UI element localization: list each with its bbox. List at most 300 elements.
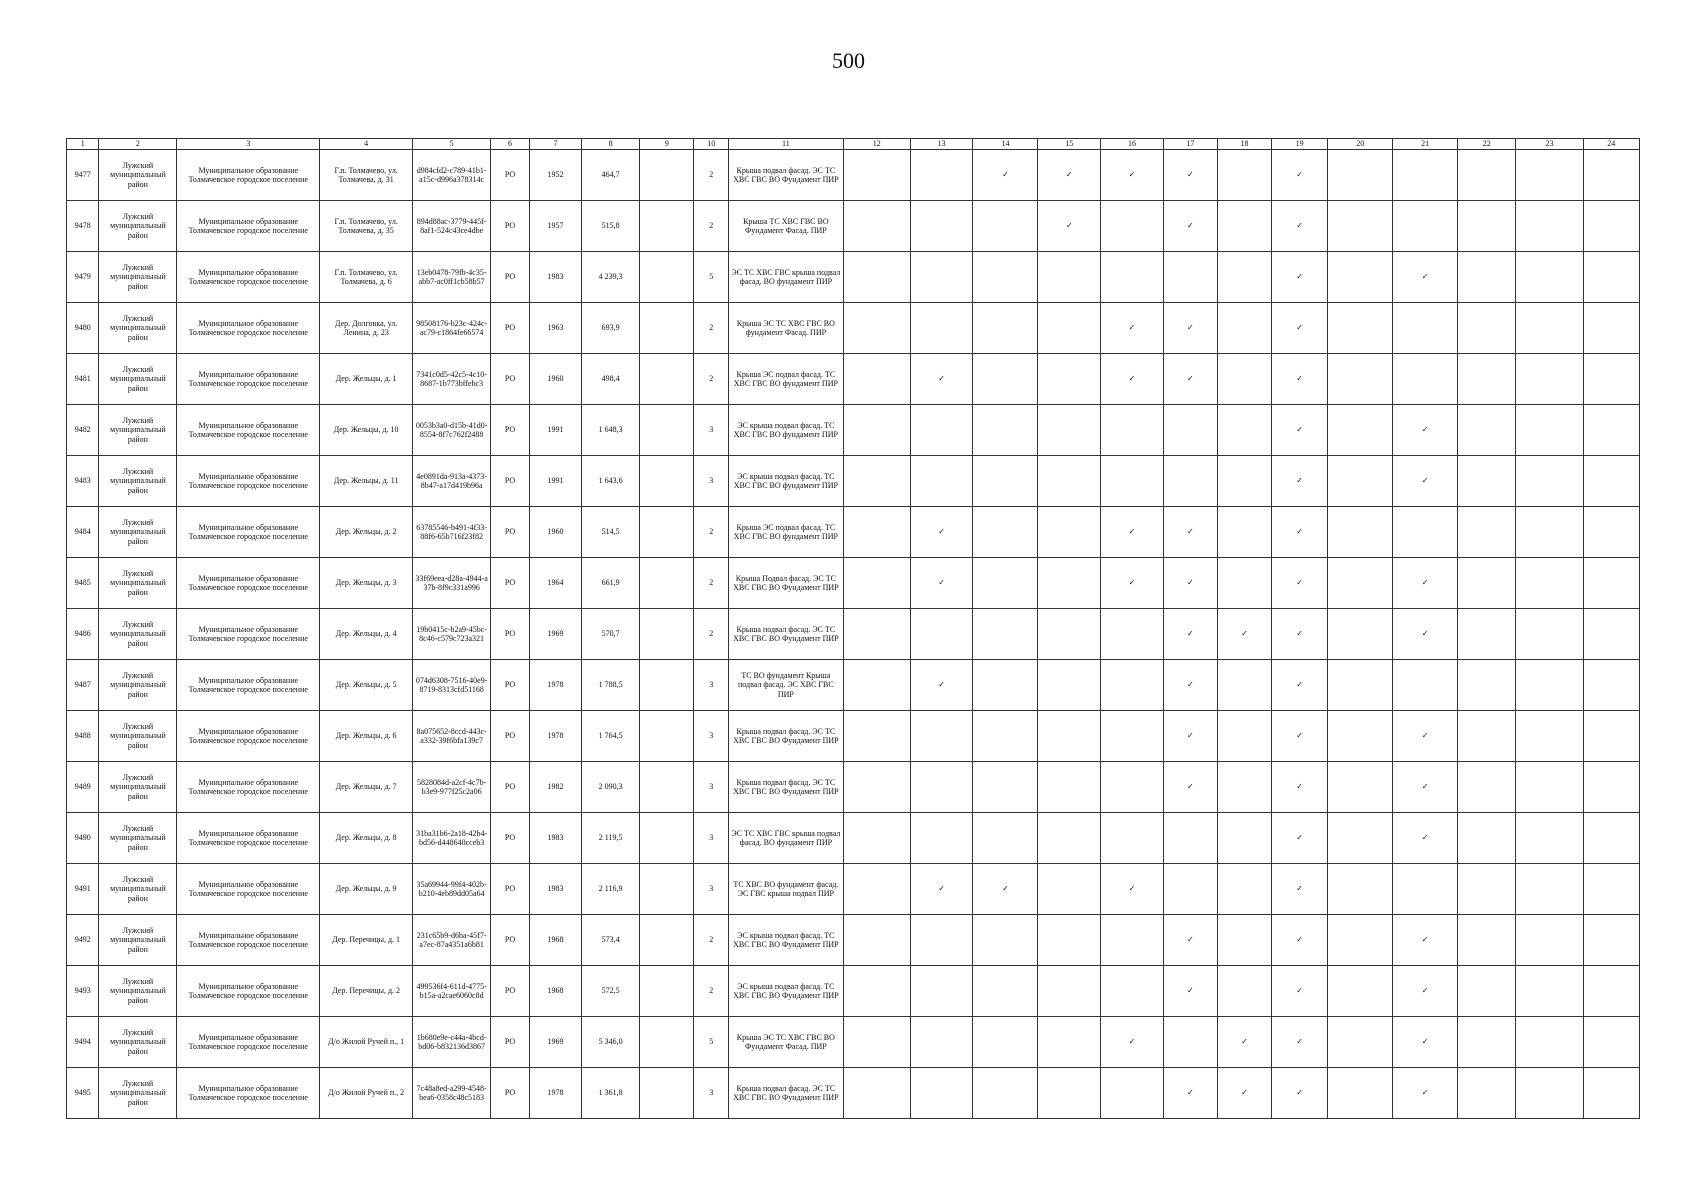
column-number: 4 bbox=[320, 139, 413, 150]
total-area-cell: 1 643,6 bbox=[581, 456, 639, 507]
column-9-cell bbox=[640, 813, 694, 864]
check-cell-col-19: ✓ bbox=[1272, 558, 1328, 609]
check-cell-col-20 bbox=[1328, 813, 1393, 864]
check-cell-col-18 bbox=[1217, 864, 1271, 915]
column-9-cell bbox=[640, 966, 694, 1017]
house-guid-cell: 5828084d-a2cf-4c7b-b3e9-977f25c2a06 bbox=[413, 762, 491, 813]
house-guid-cell: 074d6308-7516-40e9-8719-8313cfd51168 bbox=[413, 660, 491, 711]
check-cell-col-12 bbox=[843, 609, 910, 660]
total-area-cell: 515,8 bbox=[581, 201, 639, 252]
check-cell-col-21 bbox=[1393, 507, 1458, 558]
ownership-type-cell: РО bbox=[491, 711, 530, 762]
municipality-cell: Муниципальное образование Толмачевское городское поселение bbox=[177, 609, 320, 660]
check-cell-col-24 bbox=[1583, 711, 1639, 762]
check-cell-col-24 bbox=[1583, 660, 1639, 711]
address-cell: Дер. Жельцы, д. 11 bbox=[320, 456, 413, 507]
works-list-cell: ЭС ТС ХВС ГВС крыша подвал фасад. ВО фундамент ПИР bbox=[729, 813, 844, 864]
check-cell-col-15 bbox=[1038, 609, 1101, 660]
district-cell: Лужский муниципальный район bbox=[99, 201, 177, 252]
check-cell-col-23 bbox=[1516, 1017, 1583, 1068]
table-row bbox=[67, 609, 1640, 660]
check-cell-col-19: ✓ bbox=[1272, 813, 1328, 864]
check-cell-col-19: ✓ bbox=[1272, 864, 1328, 915]
check-cell-col-17: ✓ bbox=[1163, 303, 1217, 354]
check-cell-col-22 bbox=[1458, 1017, 1516, 1068]
check-cell-col-18: ✓ bbox=[1217, 609, 1271, 660]
check-cell-col-14 bbox=[973, 558, 1038, 609]
row-id-cell: 9491 bbox=[67, 864, 99, 915]
check-cell-col-19: ✓ bbox=[1272, 201, 1328, 252]
column-number: 1 bbox=[67, 139, 99, 150]
works-list-cell: ЭС крыша подвал фасад. ТС ХВС ГВС ВО фундамент ПИР bbox=[729, 405, 844, 456]
ownership-type-cell: РО bbox=[491, 303, 530, 354]
check-cell-col-22 bbox=[1458, 711, 1516, 762]
column-number: 5 bbox=[413, 139, 491, 150]
table-row bbox=[67, 711, 1640, 762]
check-cell-col-24 bbox=[1583, 456, 1639, 507]
check-cell-col-15 bbox=[1038, 1068, 1101, 1119]
check-cell-col-15 bbox=[1038, 813, 1101, 864]
check-cell-col-14 bbox=[973, 915, 1038, 966]
house-guid-cell: 98508176-b23c-424c-ac79-c1864fe66574 bbox=[413, 303, 491, 354]
floors-cell: 3 bbox=[694, 711, 729, 762]
check-cell-col-17: ✓ bbox=[1163, 915, 1217, 966]
total-area-cell: 1 648,3 bbox=[581, 405, 639, 456]
check-cell-col-21: ✓ bbox=[1393, 813, 1458, 864]
check-cell-col-22 bbox=[1458, 252, 1516, 303]
column-number: 14 bbox=[973, 139, 1038, 150]
check-cell-col-14: ✓ bbox=[973, 864, 1038, 915]
column-number: 7 bbox=[530, 139, 582, 150]
check-cell-col-13 bbox=[910, 609, 973, 660]
check-cell-col-13 bbox=[910, 813, 973, 864]
check-cell-col-12 bbox=[843, 1017, 910, 1068]
check-cell-col-23 bbox=[1516, 711, 1583, 762]
check-cell-col-19: ✓ bbox=[1272, 915, 1328, 966]
check-cell-col-13: ✓ bbox=[910, 558, 973, 609]
total-area-cell: 2 116,9 bbox=[581, 864, 639, 915]
check-cell-col-21: ✓ bbox=[1393, 456, 1458, 507]
check-cell-col-22 bbox=[1458, 354, 1516, 405]
check-cell-col-14 bbox=[973, 660, 1038, 711]
check-cell-col-21 bbox=[1393, 660, 1458, 711]
check-cell-col-19: ✓ bbox=[1272, 303, 1328, 354]
check-cell-col-12 bbox=[843, 405, 910, 456]
total-area-cell: 693,9 bbox=[581, 303, 639, 354]
floors-cell: 3 bbox=[694, 813, 729, 864]
table-row bbox=[67, 1068, 1640, 1119]
column-9-cell bbox=[640, 201, 694, 252]
check-cell-col-20 bbox=[1328, 966, 1393, 1017]
address-cell: Г.п. Толмачево, ул. Толмачева, д. 35 bbox=[320, 201, 413, 252]
check-cell-col-13: ✓ bbox=[910, 660, 973, 711]
build-year-cell: 1960 bbox=[530, 507, 582, 558]
build-year-cell: 1983 bbox=[530, 864, 582, 915]
build-year-cell: 1982 bbox=[530, 762, 582, 813]
check-cell-col-18 bbox=[1217, 711, 1271, 762]
house-guid-cell: d984cfd2-c789-41b1-a15c-d996a378314c bbox=[413, 150, 491, 201]
check-cell-col-14 bbox=[973, 405, 1038, 456]
check-cell-col-14 bbox=[973, 201, 1038, 252]
check-cell-col-22 bbox=[1458, 864, 1516, 915]
check-cell-col-13 bbox=[910, 201, 973, 252]
ownership-type-cell: РО bbox=[491, 660, 530, 711]
check-cell-col-24 bbox=[1583, 1017, 1639, 1068]
total-area-cell: 573,4 bbox=[581, 915, 639, 966]
ownership-type-cell: РО bbox=[491, 915, 530, 966]
check-cell-col-23 bbox=[1516, 762, 1583, 813]
build-year-cell: 1969 bbox=[530, 1017, 582, 1068]
check-cell-col-16 bbox=[1101, 609, 1164, 660]
check-cell-col-17: ✓ bbox=[1163, 1068, 1217, 1119]
check-cell-col-18 bbox=[1217, 813, 1271, 864]
check-cell-col-23 bbox=[1516, 1068, 1583, 1119]
build-year-cell: 1991 bbox=[530, 456, 582, 507]
row-id-cell: 9495 bbox=[67, 1068, 99, 1119]
check-cell-col-13 bbox=[910, 762, 973, 813]
check-cell-col-19: ✓ bbox=[1272, 150, 1328, 201]
municipality-cell: Муниципальное образование Толмачевское городское поселение bbox=[177, 915, 320, 966]
row-id-cell: 9493 bbox=[67, 966, 99, 1017]
check-cell-col-17 bbox=[1163, 813, 1217, 864]
check-cell-col-17 bbox=[1163, 252, 1217, 303]
check-cell-col-20 bbox=[1328, 609, 1393, 660]
address-cell: Дер. Жельцы, д. 2 bbox=[320, 507, 413, 558]
row-id-cell: 9487 bbox=[67, 660, 99, 711]
municipality-cell: Муниципальное образование Толмачевское городское поселение bbox=[177, 966, 320, 1017]
row-id-cell: 9478 bbox=[67, 201, 99, 252]
check-cell-col-13 bbox=[910, 966, 973, 1017]
check-cell-col-17 bbox=[1163, 864, 1217, 915]
check-cell-col-20 bbox=[1328, 507, 1393, 558]
check-cell-col-24 bbox=[1583, 354, 1639, 405]
check-cell-col-20 bbox=[1328, 456, 1393, 507]
check-cell-col-18 bbox=[1217, 201, 1271, 252]
floors-cell: 2 bbox=[694, 609, 729, 660]
check-cell-col-23 bbox=[1516, 609, 1583, 660]
column-number: 3 bbox=[177, 139, 320, 150]
check-cell-col-24 bbox=[1583, 558, 1639, 609]
floors-cell: 2 bbox=[694, 354, 729, 405]
check-cell-col-22 bbox=[1458, 456, 1516, 507]
check-cell-col-16 bbox=[1101, 201, 1164, 252]
check-cell-col-24 bbox=[1583, 303, 1639, 354]
check-cell-col-14 bbox=[973, 711, 1038, 762]
check-cell-col-20 bbox=[1328, 660, 1393, 711]
address-cell: Дер. Жельцы, д. 6 bbox=[320, 711, 413, 762]
check-cell-col-16: ✓ bbox=[1101, 864, 1164, 915]
check-cell-col-15 bbox=[1038, 303, 1101, 354]
check-cell-col-15 bbox=[1038, 864, 1101, 915]
total-area-cell: 498,4 bbox=[581, 354, 639, 405]
check-cell-col-24 bbox=[1583, 813, 1639, 864]
house-guid-cell: 63785546-b491-4f33-88f6-65b716f23f82 bbox=[413, 507, 491, 558]
check-cell-col-23 bbox=[1516, 864, 1583, 915]
total-area-cell: 1 788,5 bbox=[581, 660, 639, 711]
check-cell-col-23 bbox=[1516, 456, 1583, 507]
check-cell-col-18 bbox=[1217, 507, 1271, 558]
district-cell: Лужский муниципальный район bbox=[99, 864, 177, 915]
floors-cell: 3 bbox=[694, 762, 729, 813]
table-row bbox=[67, 303, 1640, 354]
column-number: 11 bbox=[729, 139, 844, 150]
total-area-cell: 5 346,0 bbox=[581, 1017, 639, 1068]
check-cell-col-13 bbox=[910, 405, 973, 456]
total-area-cell: 1 764,5 bbox=[581, 711, 639, 762]
check-cell-col-18: ✓ bbox=[1217, 1017, 1271, 1068]
check-cell-col-21 bbox=[1393, 354, 1458, 405]
district-cell: Лужский муниципальный район bbox=[99, 354, 177, 405]
municipality-cell: Муниципальное образование Толмачевское городское поселение bbox=[177, 456, 320, 507]
row-id-cell: 9484 bbox=[67, 507, 99, 558]
check-cell-col-18 bbox=[1217, 966, 1271, 1017]
check-cell-col-17: ✓ bbox=[1163, 660, 1217, 711]
table-row bbox=[67, 252, 1640, 303]
total-area-cell: 661,9 bbox=[581, 558, 639, 609]
check-cell-col-13 bbox=[910, 1068, 973, 1119]
check-cell-col-18 bbox=[1217, 303, 1271, 354]
works-list-cell: Крыша подвал фасад. ЭС ТС ХВС ГВС ВО Фундамент ПИР bbox=[729, 150, 844, 201]
build-year-cell: 1952 bbox=[530, 150, 582, 201]
column-number: 2 bbox=[99, 139, 177, 150]
check-cell-col-21 bbox=[1393, 150, 1458, 201]
row-id-cell: 9482 bbox=[67, 405, 99, 456]
column-9-cell bbox=[640, 354, 694, 405]
total-area-cell: 4 239,3 bbox=[581, 252, 639, 303]
ownership-type-cell: РО bbox=[491, 1068, 530, 1119]
check-cell-col-23 bbox=[1516, 303, 1583, 354]
check-cell-col-22 bbox=[1458, 609, 1516, 660]
check-cell-col-18 bbox=[1217, 405, 1271, 456]
build-year-cell: 1978 bbox=[530, 660, 582, 711]
check-cell-col-18 bbox=[1217, 456, 1271, 507]
check-cell-col-24 bbox=[1583, 252, 1639, 303]
house-guid-cell: 0053b3a0-d15b-41d0-8554-8f7c762f2488 bbox=[413, 405, 491, 456]
district-cell: Лужский муниципальный район bbox=[99, 252, 177, 303]
check-cell-col-16 bbox=[1101, 966, 1164, 1017]
address-cell: Дер. Жельцы, д. 1 bbox=[320, 354, 413, 405]
check-cell-col-19: ✓ bbox=[1272, 354, 1328, 405]
works-list-cell: ЭС ТС ХВС ГВС крыша подвал фасад. ВО фундамент ПИР bbox=[729, 252, 844, 303]
check-cell-col-15: ✓ bbox=[1038, 150, 1101, 201]
check-cell-col-12 bbox=[843, 456, 910, 507]
table-row bbox=[67, 201, 1640, 252]
check-cell-col-13 bbox=[910, 915, 973, 966]
ownership-type-cell: РО bbox=[491, 609, 530, 660]
check-cell-col-18 bbox=[1217, 252, 1271, 303]
total-area-cell: 514,5 bbox=[581, 507, 639, 558]
works-list-cell: ЭС крыша подвал фасад. ТС ХВС ГВС ВО Фундамент ПИР bbox=[729, 966, 844, 1017]
column-9-cell bbox=[640, 507, 694, 558]
check-cell-col-12 bbox=[843, 303, 910, 354]
check-cell-col-16: ✓ bbox=[1101, 354, 1164, 405]
house-guid-cell: 13eb0478-79fb-4c35-abb7-ac0ff1cb58b57 bbox=[413, 252, 491, 303]
check-cell-col-22 bbox=[1458, 303, 1516, 354]
column-number: 20 bbox=[1328, 139, 1393, 150]
district-cell: Лужский муниципальный район bbox=[99, 915, 177, 966]
ownership-type-cell: РО bbox=[491, 813, 530, 864]
district-cell: Лужский муниципальный район bbox=[99, 660, 177, 711]
works-list-cell: Крыша ЭС подвал фасад. ТС ХВС ГВС ВО фундамент ПИР bbox=[729, 507, 844, 558]
check-cell-col-14 bbox=[973, 966, 1038, 1017]
check-cell-col-15 bbox=[1038, 405, 1101, 456]
check-cell-col-12 bbox=[843, 507, 910, 558]
house-guid-cell: 4e0891da-913a-4373-8b47-a17d419b96a bbox=[413, 456, 491, 507]
table-row bbox=[67, 864, 1640, 915]
check-cell-col-18 bbox=[1217, 660, 1271, 711]
check-cell-col-12 bbox=[843, 252, 910, 303]
column-9-cell bbox=[640, 915, 694, 966]
district-cell: Лужский муниципальный район bbox=[99, 966, 177, 1017]
municipality-cell: Муниципальное образование Толмачевское городское поселение bbox=[177, 660, 320, 711]
check-cell-col-12 bbox=[843, 813, 910, 864]
row-id-cell: 9490 bbox=[67, 813, 99, 864]
check-cell-col-18 bbox=[1217, 150, 1271, 201]
column-number: 21 bbox=[1393, 139, 1458, 150]
table-row bbox=[67, 813, 1640, 864]
address-cell: Дер. Перечицы, д. 2 bbox=[320, 966, 413, 1017]
check-cell-col-21: ✓ bbox=[1393, 915, 1458, 966]
works-list-cell: ЭС крыша подвал фасад. ТС ХВС ГВС ВО Фундамент ПИР bbox=[729, 915, 844, 966]
check-cell-col-23 bbox=[1516, 507, 1583, 558]
check-cell-col-16 bbox=[1101, 762, 1164, 813]
total-area-cell: 572,5 bbox=[581, 966, 639, 1017]
works-list-cell: ЭС крыша подвал фасад. ТС ХВС ГВС ВО фундамент ПИР bbox=[729, 456, 844, 507]
works-list-cell: Крыша ЭС ТС ХВС ГВС ВО Фундамент Фасад. ПИР bbox=[729, 1017, 844, 1068]
check-cell-col-15 bbox=[1038, 456, 1101, 507]
municipality-cell: Муниципальное образование Толмачевское городское поселение bbox=[177, 1068, 320, 1119]
check-cell-col-22 bbox=[1458, 966, 1516, 1017]
check-cell-col-17: ✓ bbox=[1163, 354, 1217, 405]
district-cell: Лужский муниципальный район bbox=[99, 150, 177, 201]
check-cell-col-14 bbox=[973, 1068, 1038, 1119]
check-cell-col-16: ✓ bbox=[1101, 558, 1164, 609]
floors-cell: 2 bbox=[694, 558, 729, 609]
floors-cell: 2 bbox=[694, 915, 729, 966]
check-cell-col-24 bbox=[1583, 507, 1639, 558]
address-cell: Дер. Долговка, ул. Ленина, д. 23 bbox=[320, 303, 413, 354]
build-year-cell: 1960 bbox=[530, 354, 582, 405]
column-number: 10 bbox=[694, 139, 729, 150]
check-cell-col-19: ✓ bbox=[1272, 966, 1328, 1017]
table-row bbox=[67, 507, 1640, 558]
total-area-cell: 464,7 bbox=[581, 150, 639, 201]
check-cell-col-23 bbox=[1516, 966, 1583, 1017]
check-cell-col-12 bbox=[843, 150, 910, 201]
check-cell-col-15 bbox=[1038, 507, 1101, 558]
municipality-cell: Муниципальное образование Толмачевское городское поселение bbox=[177, 303, 320, 354]
check-cell-col-18 bbox=[1217, 762, 1271, 813]
column-number: 23 bbox=[1516, 139, 1583, 150]
column-number: 9 bbox=[640, 139, 694, 150]
check-cell-col-20 bbox=[1328, 252, 1393, 303]
row-id-cell: 9483 bbox=[67, 456, 99, 507]
check-cell-col-17 bbox=[1163, 1017, 1217, 1068]
house-guid-cell: 7341c0d5-42c5-4c10-8687-1b773bffebc3 bbox=[413, 354, 491, 405]
check-cell-col-18 bbox=[1217, 354, 1271, 405]
table-row bbox=[67, 762, 1640, 813]
works-list-cell: Крыша подвал фасад. ЭС ТС ХВС ГВС ВО Фундамент ПИР bbox=[729, 711, 844, 762]
check-cell-col-12 bbox=[843, 1068, 910, 1119]
check-cell-col-12 bbox=[843, 558, 910, 609]
check-cell-col-21: ✓ bbox=[1393, 405, 1458, 456]
check-cell-col-14 bbox=[973, 303, 1038, 354]
check-cell-col-14 bbox=[973, 354, 1038, 405]
municipality-cell: Муниципальное образование Толмачевское городское поселение bbox=[177, 150, 320, 201]
floors-cell: 2 bbox=[694, 150, 729, 201]
check-cell-col-22 bbox=[1458, 201, 1516, 252]
ownership-type-cell: РО bbox=[491, 456, 530, 507]
check-cell-col-17: ✓ bbox=[1163, 507, 1217, 558]
check-cell-col-16 bbox=[1101, 1068, 1164, 1119]
check-cell-col-24 bbox=[1583, 150, 1639, 201]
row-id-cell: 9479 bbox=[67, 252, 99, 303]
column-9-cell bbox=[640, 303, 694, 354]
floors-cell: 3 bbox=[694, 456, 729, 507]
house-guid-cell: 1b680e9e-c44a-4bcd-bd06-b832136d3867 bbox=[413, 1017, 491, 1068]
check-cell-col-13: ✓ bbox=[910, 354, 973, 405]
district-cell: Лужский муниципальный район bbox=[99, 813, 177, 864]
check-cell-col-19: ✓ bbox=[1272, 762, 1328, 813]
ownership-type-cell: РО bbox=[491, 1017, 530, 1068]
check-cell-col-16: ✓ bbox=[1101, 150, 1164, 201]
build-year-cell: 1968 bbox=[530, 966, 582, 1017]
check-cell-col-20 bbox=[1328, 711, 1393, 762]
address-cell: Дер. Жельцы, д. 10 bbox=[320, 405, 413, 456]
house-guid-cell: 33f69eea-d28a-4944-a37b-8f9c331a996 bbox=[413, 558, 491, 609]
build-year-cell: 1964 bbox=[530, 558, 582, 609]
check-cell-col-22 bbox=[1458, 150, 1516, 201]
check-cell-col-16: ✓ bbox=[1101, 303, 1164, 354]
address-cell: Дер. Жельцы, д. 7 bbox=[320, 762, 413, 813]
check-cell-col-22 bbox=[1458, 1068, 1516, 1119]
column-9-cell bbox=[640, 252, 694, 303]
district-cell: Лужский муниципальный район bbox=[99, 507, 177, 558]
house-guid-cell: 19b0415c-b2a9-45bc-8c46-c579c723a321 bbox=[413, 609, 491, 660]
ownership-type-cell: РО bbox=[491, 150, 530, 201]
check-cell-col-12 bbox=[843, 711, 910, 762]
district-cell: Лужский муниципальный район bbox=[99, 558, 177, 609]
check-cell-col-22 bbox=[1458, 813, 1516, 864]
address-cell: Д/о Жилой Ручей п., 2 bbox=[320, 1068, 413, 1119]
works-list-cell: Крыша ЭС подвал фасад. ТС ХВС ГВС ВО фундамент ПИР bbox=[729, 354, 844, 405]
check-cell-col-19: ✓ bbox=[1272, 456, 1328, 507]
total-area-cell: 1 361,8 bbox=[581, 1068, 639, 1119]
check-cell-col-23 bbox=[1516, 252, 1583, 303]
works-list-cell: Крыша подвал фасад. ЭС ТС ХВС ГВС ВО Фундамент ПИР bbox=[729, 609, 844, 660]
address-cell: Дер. Перечицы, д. 1 bbox=[320, 915, 413, 966]
column-9-cell bbox=[640, 762, 694, 813]
municipality-cell: Муниципальное образование Толмачевское городское поселение bbox=[177, 813, 320, 864]
check-cell-col-20 bbox=[1328, 1017, 1393, 1068]
check-cell-col-24 bbox=[1583, 201, 1639, 252]
check-cell-col-19: ✓ bbox=[1272, 711, 1328, 762]
house-guid-cell: 7c48a8ed-a299-4548-bea6-0358c48c5183 bbox=[413, 1068, 491, 1119]
build-year-cell: 1957 bbox=[530, 201, 582, 252]
municipality-cell: Муниципальное образование Толмачевское городское поселение bbox=[177, 252, 320, 303]
check-cell-col-17 bbox=[1163, 405, 1217, 456]
row-id-cell: 9486 bbox=[67, 609, 99, 660]
check-cell-col-14 bbox=[973, 609, 1038, 660]
check-cell-col-21: ✓ bbox=[1393, 1068, 1458, 1119]
check-cell-col-12 bbox=[843, 915, 910, 966]
table-row bbox=[67, 915, 1640, 966]
works-list-cell: Крыша Подвал фасад. ЭС ТС ХВС ГВС ВО Фундамент ПИР bbox=[729, 558, 844, 609]
check-cell-col-17 bbox=[1163, 456, 1217, 507]
ownership-type-cell: РО bbox=[491, 405, 530, 456]
check-cell-col-12 bbox=[843, 966, 910, 1017]
check-cell-col-14 bbox=[973, 1017, 1038, 1068]
